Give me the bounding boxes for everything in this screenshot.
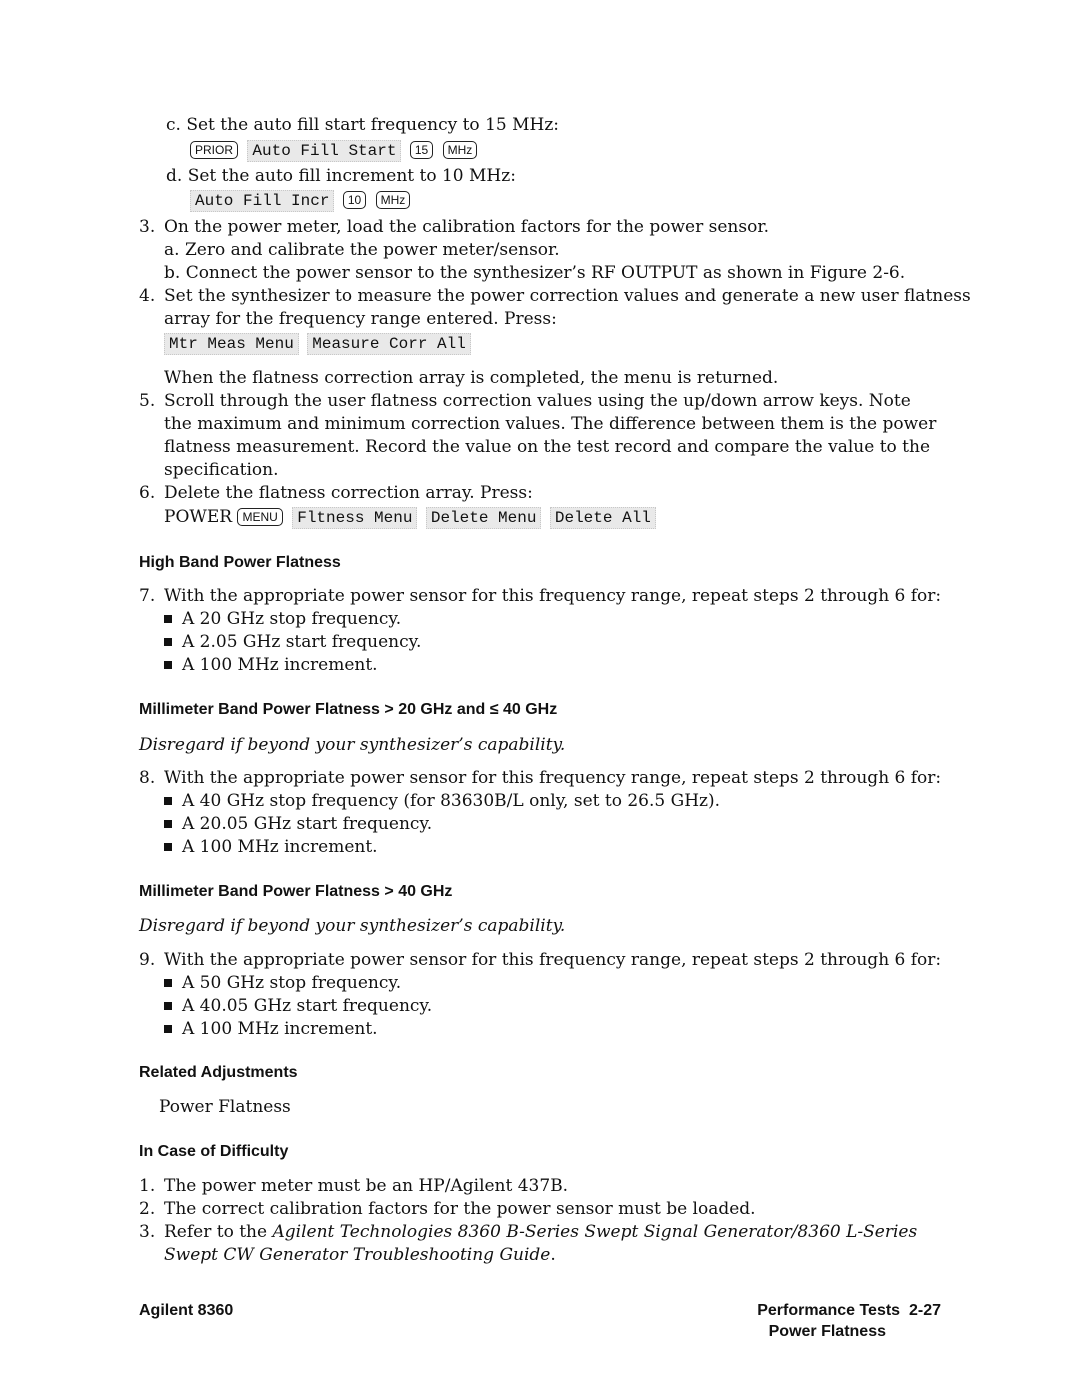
bullet-icon — [164, 843, 172, 851]
bullet-icon — [164, 1025, 172, 1033]
difficulty-heading: In Case of Difficulty — [139, 1143, 289, 1160]
key-10[interactable]: 10 — [343, 191, 366, 209]
step-9-text: With the appropriate power sensor for this frequency range, repeat steps 2 through 6 for: — [164, 950, 942, 970]
fltness-menu-softkey[interactable]: Fltness Menu — [292, 507, 417, 529]
step-c-keys — [190, 139, 481, 162]
step-9-number: 9. — [139, 950, 156, 970]
list-item: A 100 MHz increment. — [164, 1018, 378, 1040]
related-adjustments-heading: Related Adjustments — [139, 1064, 298, 1081]
delete-menu-softkey[interactable]: Delete Menu — [426, 507, 542, 529]
list-item: A 100 MHz increment. — [164, 836, 378, 858]
power-label: POWER — [164, 507, 233, 527]
bullet-icon — [164, 1002, 172, 1010]
troubleshooting-guide-title: Agilent Technologies 8360 B-Series Swept Signal Generator/8360 L-Series — [272, 1222, 918, 1242]
step-5-line2: the maximum and minimum correction values. The difference between them is the power — [164, 414, 937, 434]
step-5-number: 5. — [139, 391, 156, 411]
step-4-line2: array for the frequency range entered. Press: — [164, 309, 557, 329]
mhz-key-2[interactable]: MHz — [376, 191, 411, 209]
prior-key[interactable]: PRIOR — [190, 141, 238, 159]
related-adjustments-text: Power Flatness — [159, 1097, 291, 1117]
difficulty-3-number: 3. — [139, 1222, 156, 1242]
footer-product: Agilent 8360 — [139, 1302, 234, 1319]
difficulty-2-number: 2. — [139, 1199, 156, 1219]
difficulty-2-text: The correct calibration factors for the power sensor must be loaded. — [164, 1199, 756, 1219]
step-8-text: With the appropriate power sensor for this frequency range, repeat steps 2 through 6 for: — [164, 768, 942, 788]
menu-key[interactable]: MENU — [237, 508, 282, 526]
difficulty-1-text: The power meter must be an HP/Agilent 437B. — [164, 1176, 569, 1196]
step-3-text: On the power meter, load the calibration factors for the power sensor. — [164, 217, 769, 237]
mm-band-40-heading: Millimeter Band Power Flatness > 40 GHz — [139, 883, 453, 900]
step-6-number: 6. — [139, 483, 156, 503]
step-4-line1: Set the synthesizer to measure the power correction values and generate a new user flatness — [164, 286, 971, 306]
bullet-icon — [164, 979, 172, 987]
measure-corr-all-softkey[interactable]: Measure Corr All — [307, 333, 471, 355]
list-item: A 40.05 GHz start frequency. — [164, 995, 432, 1017]
high-band-heading: High Band Power Flatness — [139, 554, 341, 571]
mm-band-2-note: Disregard if beyond your synthesizer’s capability. — [139, 916, 566, 936]
delete-all-softkey[interactable]: Delete All — [550, 507, 656, 529]
step-d-keys — [190, 189, 414, 212]
list-item: A 50 GHz stop frequency. — [164, 972, 401, 994]
step-5-line1: Scroll through the user flatness correction values using the up/down arrow keys. Note — [164, 391, 911, 411]
step-c: c. Set the auto fill start frequency to 15 MHz: — [166, 115, 560, 135]
footer-section: Performance Tests 2-27 — [757, 1302, 941, 1319]
footer-subsection: Power Flatness — [768, 1323, 886, 1340]
step-6-text: Delete the flatness correction array. Press: — [164, 483, 533, 503]
mm-band-1-note: Disregard if beyond your synthesizer’s capability. — [139, 735, 566, 755]
list-item: A 40 GHz stop frequency (for 83630B/L only, set to 26.5 GHz). — [164, 790, 720, 812]
step-4-note: When the flatness correction array is completed, the menu is returned. — [164, 368, 779, 388]
list-item: A 20 GHz stop frequency. — [164, 608, 401, 630]
mm-band-20-40-heading: Millimeter Band Power Flatness > 20 GHz and ≤ 40 GHz — [139, 701, 558, 718]
mtr-meas-menu-softkey[interactable]: Mtr Meas Menu — [164, 333, 299, 355]
step-4-number: 4. — [139, 286, 156, 306]
difficulty-3-line1: Refer to the Agilent Technologies 8360 B-Series Swept Signal Generator/8360 L-Series — [164, 1222, 918, 1242]
step-4-keys — [164, 332, 474, 355]
bullet-icon — [164, 615, 172, 623]
bullet-icon — [164, 638, 172, 646]
step-3b: b. Connect the power sensor to the synthesizer’s RF OUTPUT as shown in Figure 2-6. — [164, 263, 906, 283]
bullet-icon — [164, 797, 172, 805]
difficulty-1-number: 1. — [139, 1176, 156, 1196]
list-item: A 20.05 GHz start frequency. — [164, 813, 432, 835]
list-item: A 100 MHz increment. — [164, 654, 378, 676]
step-5-line3: flatness measurement. Record the value on the test record and compare the value to the — [164, 437, 931, 457]
bullet-icon — [164, 820, 172, 828]
mhz-key[interactable]: MHz — [443, 141, 478, 159]
step-7-number: 7. — [139, 586, 156, 606]
list-item: A 2.05 GHz start frequency. — [164, 631, 421, 653]
step-6-keys — [164, 506, 659, 529]
difficulty-3-line2: Swept CW Generator Troubleshooting Guide. — [164, 1245, 556, 1265]
step-7-text: With the appropriate power sensor for this frequency range, repeat steps 2 through 6 for: — [164, 586, 942, 606]
auto-fill-start-softkey[interactable]: Auto Fill Start — [247, 140, 401, 162]
auto-fill-incr-softkey[interactable]: Auto Fill Incr — [190, 190, 334, 212]
bullet-icon — [164, 661, 172, 669]
step-5-line4: specification. — [164, 460, 279, 480]
step-3-number: 3. — [139, 217, 156, 237]
step-3a: a. Zero and calibrate the power meter/sensor. — [164, 240, 560, 260]
page-number: 2-27 — [908, 1302, 941, 1319]
step-8-number: 8. — [139, 768, 156, 788]
step-d: d. Set the auto fill increment to 10 MHz: — [166, 166, 516, 186]
key-15[interactable]: 15 — [410, 141, 433, 159]
